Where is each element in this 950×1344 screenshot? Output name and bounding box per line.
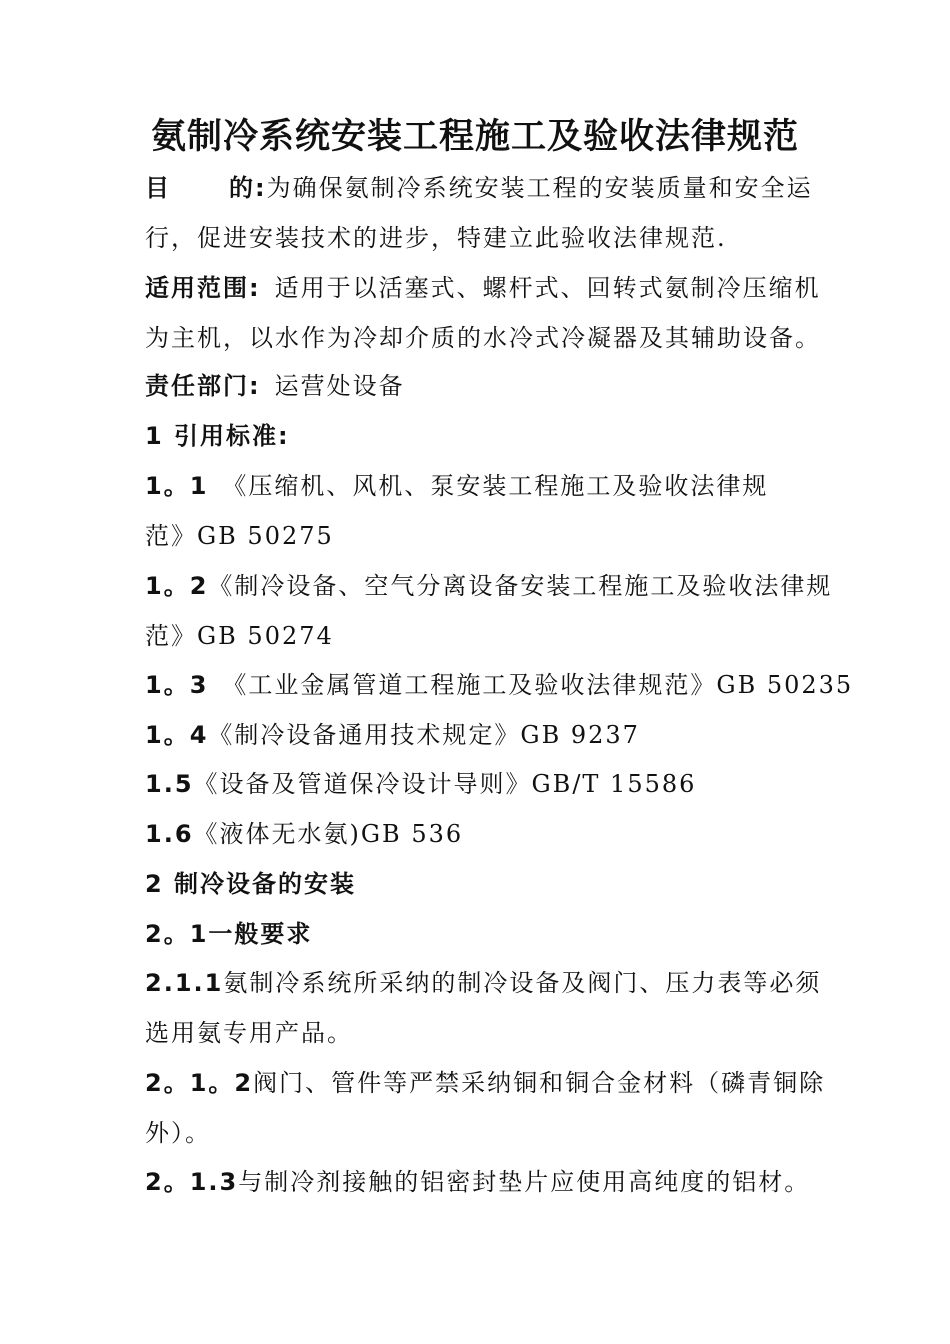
text-sec2-items-1-line1: 阀门、管件等严禁采纳铜和铜合金材料（磷青铜除 [253, 1069, 826, 1097]
dept-text: 运营处设备 [274, 372, 405, 400]
text-sec1-items-4-num: 1.5 [145, 770, 194, 798]
scope-label: 适用范围: [145, 274, 261, 302]
text-sec1-items-5-num: 1.6 [145, 820, 194, 848]
purpose-text-line2: 行，促进安装技术的进步，特建立此验收法律规范. [145, 224, 727, 252]
scope-paragraph [145, 263, 821, 363]
purpose-text-line1: 为确保氨制冷系统安装工程的安装质量和安全运 [266, 174, 813, 202]
ref-item-1-4 [145, 710, 817, 760]
ref-item-1-2 [145, 561, 833, 661]
dept-paragraph [145, 361, 817, 411]
text-sec1-items-4-text: 《设备及管道保冷设计导则》GB/T 15586 [193, 770, 697, 798]
text-sec1-items-0-num: 1。1 [145, 472, 209, 500]
section2-1-heading [145, 909, 817, 959]
req-item-2-1-2 [145, 1058, 826, 1158]
ref-item-1-6 [145, 809, 817, 859]
text-sec2-items-0-num: 2.1.1 [145, 969, 224, 997]
scope-text-line1: 适用于以活塞式、螺杆式、回转式氨制冷压缩机 [274, 274, 821, 302]
section2-heading [145, 859, 817, 909]
text-sec1-items-1-num: 1。2 [145, 572, 209, 600]
text-sec1-items-1-line1: 《制冷设备、空气分离设备安装工程施工及验收法律规 [208, 572, 833, 600]
document-title: 氨制冷系统安装工程施工及验收法律规范 [150, 117, 799, 157]
req-item-2-1-1 [145, 958, 822, 1058]
text-sec2-items-2-text: 与制冷剂接触的铝密封垫片应使用高纯度的铝材。 [238, 1168, 811, 1196]
req-item-2-1-3 [145, 1157, 817, 1207]
text-sec1-items-3-text: 《制冷设备通用技术规定》GB 9237 [208, 721, 640, 749]
scope-text-line2: 为主机，以水作为冷却介质的水冷式冷凝器及其辅助设备。 [145, 324, 821, 352]
text-sec1-items-1-line2: 范》GB 50274 [145, 622, 334, 650]
text-sec2-items-1-line2: 外）。 [145, 1119, 211, 1147]
text-sec1-items-2-text: 《工业金属管道工程施工及验收法律规范》GB 50235 [222, 671, 854, 699]
text-sec2-sub: 2。1一般要求 [145, 920, 313, 948]
text-sec2-items-0-line2: 选用氨专用产品。 [145, 1019, 353, 1047]
text-sec2-items-0-line1: 氨制冷系统所采纳的制冷设备及阀门、压力表等必须 [223, 969, 822, 997]
text-sec1-items-0-line2: 范》GB 50275 [145, 522, 334, 550]
text-sec2-items-1-num: 2。1。2 [145, 1069, 254, 1097]
text-sec1-items-2-num: 1。3 [145, 671, 209, 699]
text-sec2-items-2-num: 2。1.3 [145, 1168, 239, 1196]
text-sec1-heading: 1 引用标准: [145, 422, 290, 450]
purpose-paragraph [145, 163, 817, 263]
text-sec1-items-3-num: 1。4 [145, 721, 209, 749]
ref-item-1-5 [145, 759, 817, 809]
ref-item-1-1 [145, 461, 817, 561]
text-sec2-heading: 2 制冷设备的安装 [145, 870, 357, 898]
dept-label: 责任部门: [145, 372, 261, 400]
text-sec1-items-0-line1: 《压缩机、风机、泵安装工程施工及验收法律规 [222, 472, 769, 500]
text-sec1-items-5-text: 《液体无水氨)GB 536 [193, 820, 464, 848]
ref-item-1-3 [145, 660, 854, 710]
purpose-label-b: 的: [229, 174, 267, 202]
section1-heading [145, 411, 817, 461]
purpose-label-a: 目 [145, 174, 171, 202]
